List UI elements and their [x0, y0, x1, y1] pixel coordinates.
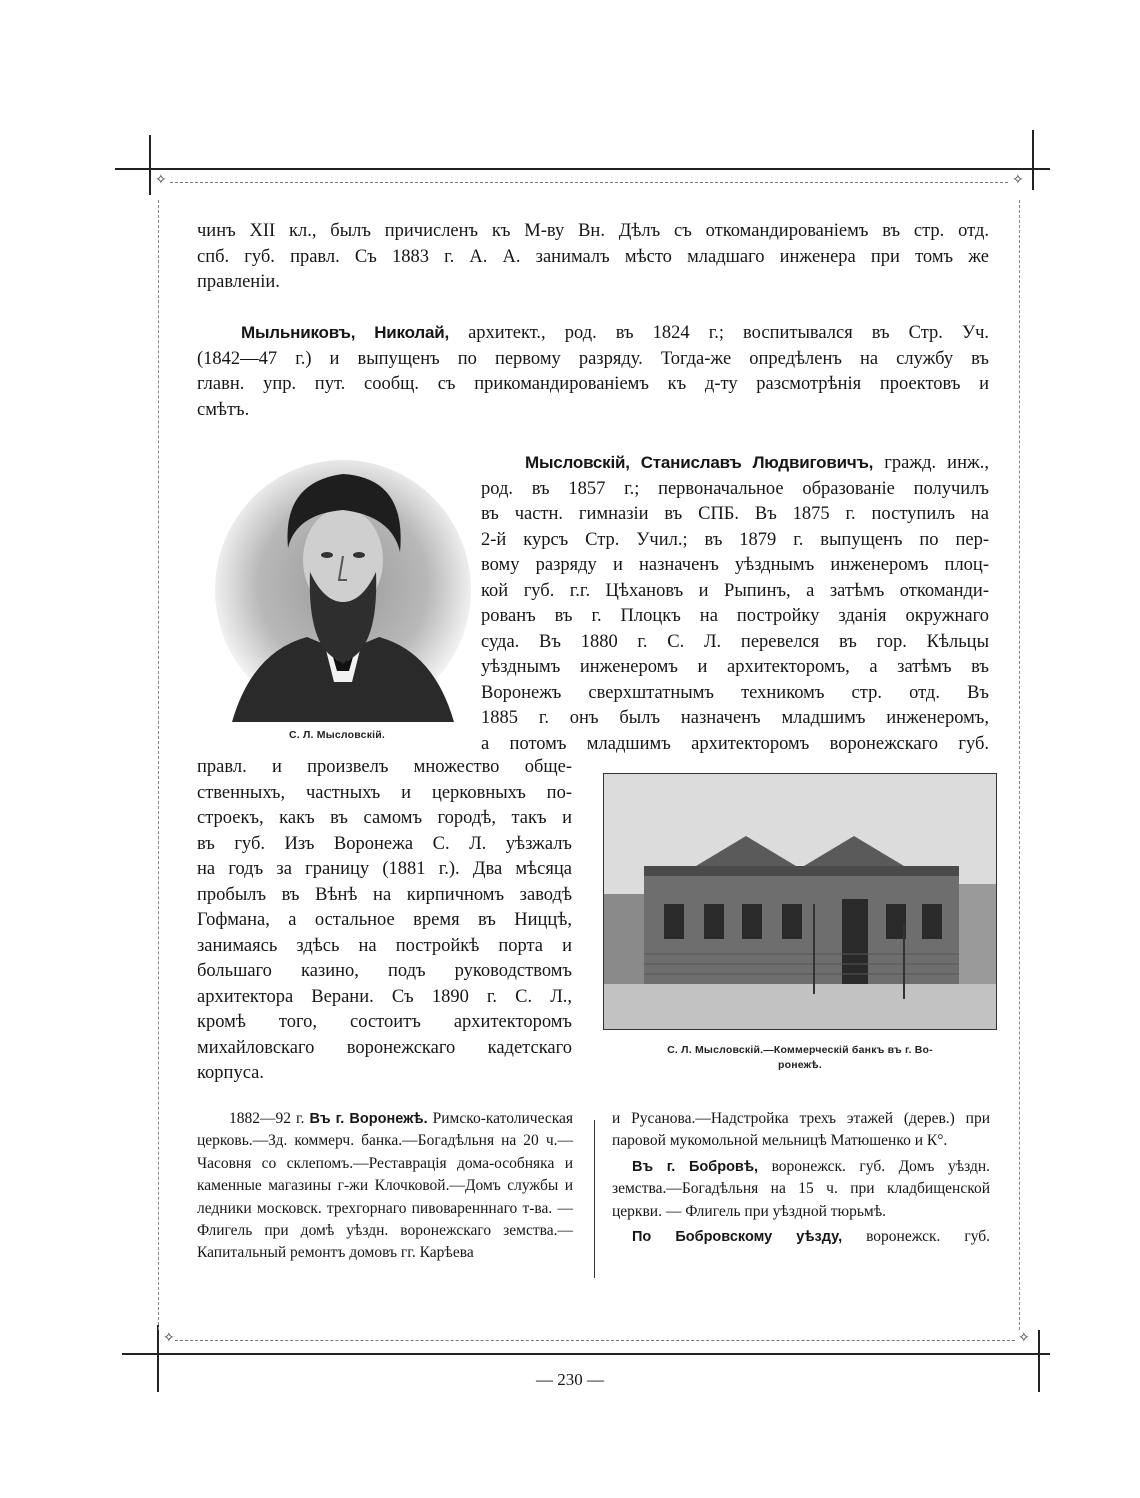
inner-right-dash [1019, 200, 1020, 1330]
works-text: Римско-католическая церковь.—Зд. коммерч. банка.—Богадѣльня на 20 ч.—Часовня со склепомъ.—Реставрація дома-особняка и каменные магазины г-жи Клочковой.—Домъ службы и ледники московск. трехгорнаго пивоваренннаго т-ва. — Флигель при домѣ уѣздн. воронежскаго земства.—Капитальный ремонтъ домовъ гг. Карѣева [197, 1110, 574, 1262]
text-line: кой губ. г.г. Цѣхановъ и Рыпинъ, а затѣмъ откоманди- [481, 580, 989, 601]
text-line: на годъ за границу (1881 г.). Два мѣсяца [197, 859, 572, 879]
works-place: Въ г. Воронежѣ. [309, 1111, 428, 1127]
text-line: большаго казино, подъ руководствомъ [197, 961, 572, 981]
works-text: и Русанова.—Надстройка трехъ этажей (дерев.) при паровой мукомольной мельницѣ Матюшенко и К°. [612, 1110, 990, 1150]
right-frame-rule-top [1032, 130, 1034, 190]
works-column-right [612, 1108, 990, 1248]
left-frame-rule-top [149, 135, 151, 195]
myslovsky-entry-top [481, 450, 989, 757]
entry-text: гражд. инж., [884, 453, 990, 473]
text-line: чинъ XII кл., былъ причисленъ къ М-ву Вн. Дѣлъ съ откомандированіемъ въ стр. отд. [197, 221, 989, 241]
page-number: — 230 — [536, 1370, 604, 1389]
text-line: спб. губ. правл. Съ 1883 г. А. А. занималъ мѣсто младшаго инженера при томъ же [197, 246, 989, 267]
bank-building-photo [603, 773, 997, 1030]
text-line: Воронежъ сверхштатнымъ техникомъ стр. отд. Въ [481, 682, 989, 703]
works-place: Въ г. Бобровѣ, [632, 1158, 759, 1175]
text-line [197, 320, 989, 347]
entry-name: Мысловскій, Станиславъ Людвиговичъ, [525, 453, 874, 472]
portrait-engraving [212, 452, 474, 722]
photo-caption [603, 1043, 997, 1073]
text-line: въ частн. гимназіи въ СПБ. Въ 1875 г. поступилъ на [481, 504, 989, 524]
corner-ornament-icon: ✧ [1018, 1330, 1030, 1346]
text-line: род. въ 1857 г.; первоначальное образованіе получилъ [481, 478, 989, 499]
text-line: архитектора Верани. Съ 1890 г. С. Л., [197, 986, 572, 1007]
mylnikov-entry [197, 320, 989, 423]
bottom-frame-rule [122, 1353, 1050, 1355]
text-line: 1885 г. онъ былъ назначенъ младшимъ инженеромъ, [481, 708, 989, 728]
works-paragraph [612, 1156, 990, 1223]
top-frame-rule [115, 168, 1050, 170]
text-line: ственныхъ, частныхъ и церковныхъ по- [197, 782, 572, 803]
inner-top-dash [170, 182, 1008, 183]
text-line: правленіи. [197, 272, 280, 292]
photo-caption-line: С. Л. Мысловскій.—Коммерческій банкъ въ г. Во- [667, 1044, 933, 1056]
text-line: 2-й курсъ Стр. Учил.; въ 1879 г. выпущенъ по пер- [481, 529, 989, 550]
text-line: главн. упр. пут. сообщ. съ прикомандированіемъ къ д-ту разсмотрѣнія проектовъ и [197, 374, 989, 394]
entry-text: архитект., род. въ 1824 г.; воспитывался въ Стр. Уч. [468, 323, 989, 343]
works-column-left [197, 1108, 573, 1265]
text-line: михайловскаго воронежскаго кадетскаго [197, 1037, 572, 1058]
works-text: воронежск. губ. [866, 1228, 991, 1246]
portrait-caption: С. Л. Мысловскій. [288, 729, 386, 741]
works-years: 1882—92 г. [229, 1110, 305, 1127]
text-line: суда. Въ 1880 г. С. Л. перевелся въ гор. Кѣльцы [481, 631, 989, 652]
text-line: (1842—47 г.) и выпущенъ по первому разряду. Тогда-же опредѣленъ на службу въ [197, 348, 989, 369]
text-line: рованъ въ г. Плоцкъ на постройку зданія окружнаго [481, 606, 989, 626]
text-line: смѣтъ. [197, 399, 250, 420]
corner-ornament-icon: ✧ [155, 172, 167, 188]
text-line [481, 450, 989, 477]
column-divider [594, 1120, 595, 1278]
inner-bottom-dash [175, 1340, 1015, 1341]
corner-ornament-icon: ✧ [163, 1330, 175, 1346]
text-line: а потомъ младшимъ архитекторомъ воронежскаго губ. [481, 733, 989, 754]
text-line: Гофмана, а остальное время въ Ниццѣ, [197, 910, 572, 930]
text-line: строекъ, какъ въ самомъ городѣ, такъ и [197, 808, 572, 828]
works-place: По Бобровскому уѣзду, [632, 1229, 843, 1246]
text-line: корпуса. [197, 1063, 264, 1083]
text-line: правл. и произвелъ множество обще- [197, 757, 572, 777]
text-line: въ губ. Изъ Воронежа С. Л. уѣзжалъ [197, 833, 572, 854]
works-paragraph [612, 1226, 990, 1248]
text-line: занимаясь здѣсь на постройкѣ порта и [197, 935, 572, 956]
inner-left-dash [158, 200, 159, 1330]
works-text: воронежск. губ. Домъ уѣздн. земства.—Богадѣльня на 15 ч. при кладбищенской церкви. — Флигель при уѣздной тюрьмѣ. [612, 1157, 991, 1220]
entry-name: Мыльниковъ, Николай, [241, 323, 450, 342]
photo-caption-line: ронежѣ. [777, 1059, 822, 1071]
works-paragraph [612, 1108, 990, 1153]
text-line: кромѣ того, состоитъ архитекторомъ [197, 1012, 572, 1032]
text-line: вому разряду и назначенъ уѣзднымъ инженеромъ плоц- [481, 555, 989, 575]
text-line: уѣзднымъ инженеромъ и архитекторомъ, а затѣмъ въ [481, 657, 989, 677]
myslovsky-entry-bottom [197, 755, 572, 1087]
corner-ornament-icon: ✧ [1012, 172, 1024, 188]
intro-paragraph [197, 219, 989, 296]
text-line: пробылъ въ Вѣнѣ на кирпичномъ заводѣ [197, 884, 572, 905]
